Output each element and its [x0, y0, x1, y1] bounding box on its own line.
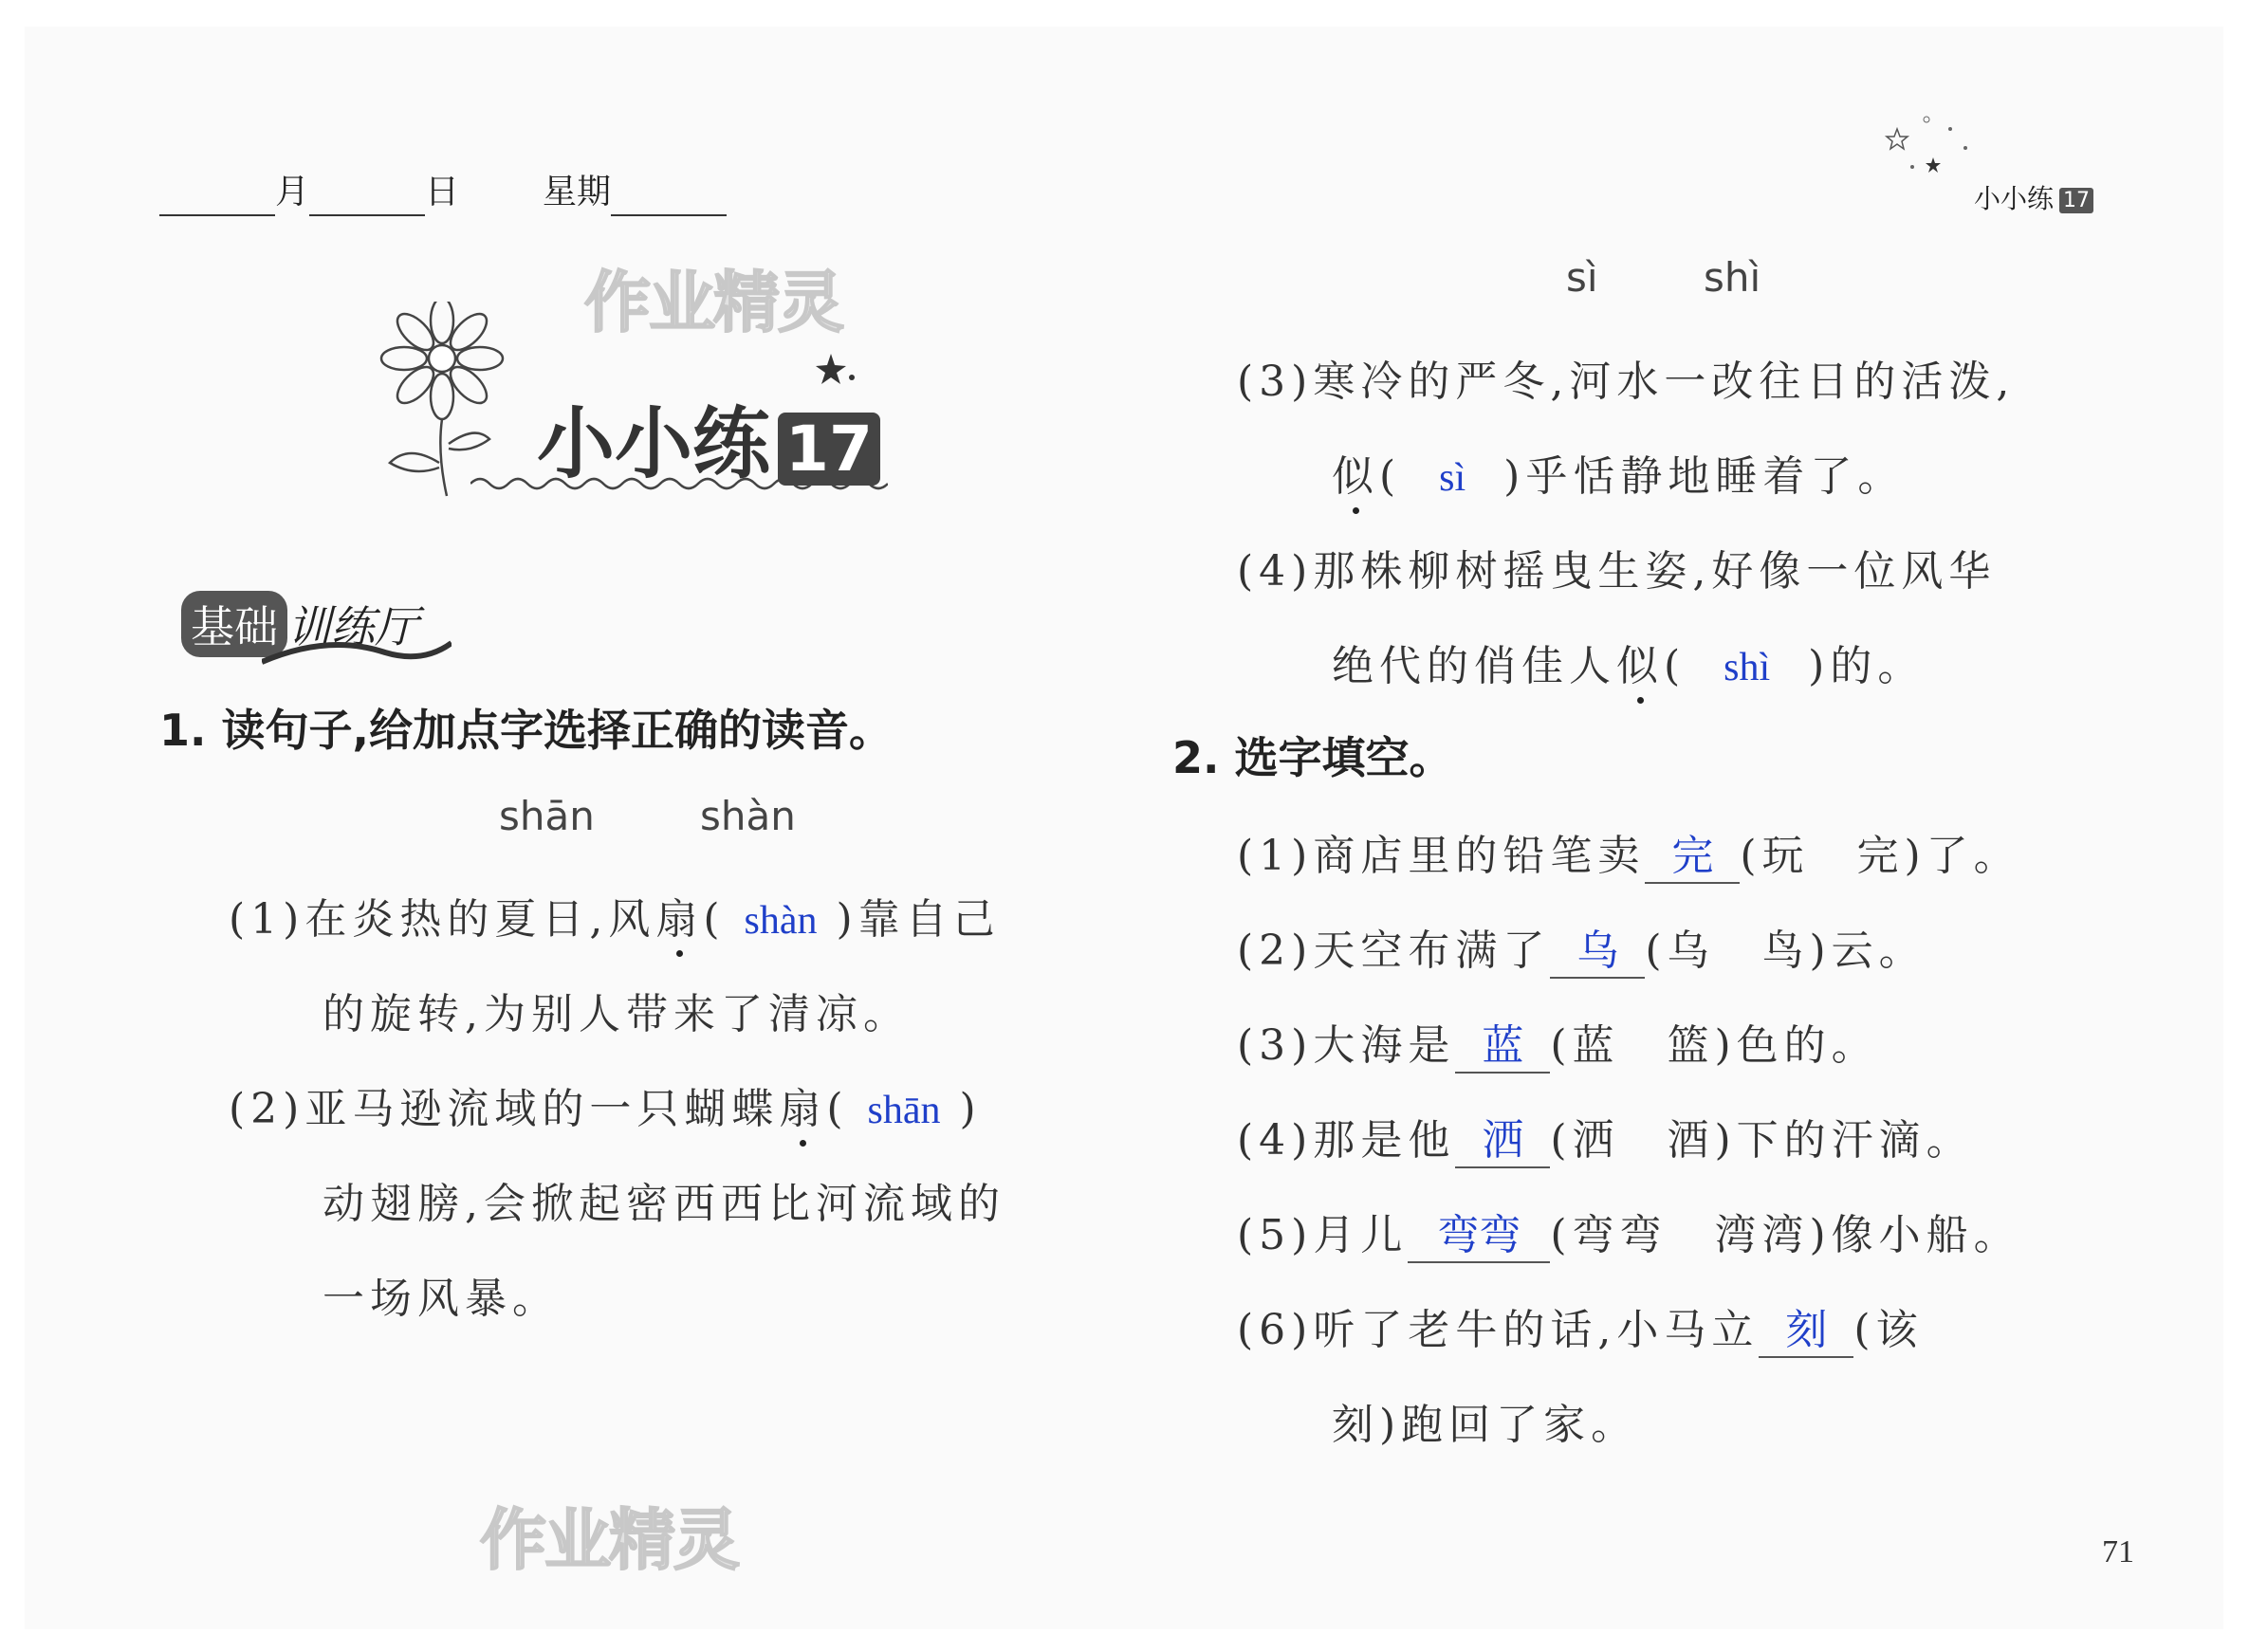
q1-item2-answer[interactable]: shān: [867, 1089, 941, 1132]
corner-label: 小小练 17: [1974, 178, 2093, 216]
month-blank[interactable]: [159, 176, 275, 216]
q2-item5-answer[interactable]: 弯弯: [1408, 1201, 1550, 1263]
day-label: 日: [425, 173, 460, 211]
swoosh-icon: [262, 633, 452, 671]
q1-item1-line2: 的旋转,为别人带来了清凉。: [323, 990, 911, 1038]
week-label: 星期: [543, 173, 612, 211]
q2-item2: (2)天空布满了 乌 (乌 鸟)云。: [1237, 916, 1926, 979]
q1-pinyin-a: shān: [499, 793, 595, 839]
q1-item1-answer[interactable]: shàn: [744, 899, 818, 943]
title: 小小练 17: [537, 382, 880, 493]
q2-item3: (3)大海是 蓝 (蓝 篮)色的。: [1237, 1011, 1879, 1074]
q2-item6: (6)听了老牛的话,小马立 刻 (该: [1237, 1295, 1924, 1358]
section-badge: 基础 训练厅: [181, 591, 418, 657]
q1b-item4-line2: 绝代的俏佳人似( shì )的。: [1332, 632, 1925, 692]
q2-item5: (5)月儿 弯弯 (弯弯 湾湾)像小船。: [1237, 1201, 2021, 1263]
q1b-item3-answer[interactable]: sì: [1439, 456, 1466, 500]
watermark-bottom: 作业精灵: [480, 1501, 738, 1579]
date-header: [159, 169, 727, 216]
workbook-page: [25, 27, 2223, 1629]
q1-item2-line2: 动翅膀,会掀起密西西比河流域的: [323, 1180, 1005, 1228]
q1-item2-line3: 一场风暴。: [323, 1275, 560, 1323]
q2-item1-answer[interactable]: 完: [1645, 821, 1740, 884]
q2-item3-answer[interactable]: 蓝: [1455, 1011, 1550, 1074]
q1b-item3-line1: (3)寒冷的严冬,河水一改往日的活泼,: [1237, 358, 2016, 406]
q2-item4: (4)那是他 洒 (洒 酒)下的汗滴。: [1237, 1106, 1974, 1168]
q1b-pinyin-b: shì: [1704, 254, 1761, 301]
q1-item2-line1: (2)亚马逊流域的一只蝴蝶扇( shān ): [229, 1074, 982, 1135]
week-blank[interactable]: [611, 176, 727, 216]
q1b-item3-line2: 似( sì )乎恬静地睡着了。: [1332, 442, 1905, 503]
q2-heading: 2. 选字填空。: [1172, 732, 1453, 783]
stars-icon: [1884, 110, 1979, 176]
month-label: 月: [275, 173, 310, 211]
q2-item2-answer[interactable]: 乌: [1550, 916, 1645, 979]
flower-icon: [371, 302, 532, 501]
watermark-top: 作业精灵: [584, 264, 842, 341]
q2-item6-answer[interactable]: 刻: [1759, 1295, 1853, 1358]
q1-pinyin-b: shàn: [700, 793, 796, 839]
q2-item4-answer[interactable]: 洒: [1455, 1106, 1550, 1168]
q2-item1: (1)商店里的铅笔卖 完 (玩 完)了。: [1237, 821, 2021, 884]
wave-divider: [470, 472, 888, 495]
q1b-item4-answer[interactable]: shì: [1724, 646, 1771, 689]
sparkle-icon: [812, 349, 859, 396]
q1b-pinyin-a: sì: [1566, 254, 1598, 301]
page-number: 71: [2102, 1534, 2134, 1569]
day-blank[interactable]: [309, 176, 425, 216]
q2-item6-line2: 刻)跑回了家。: [1332, 1401, 1639, 1449]
q1-item1-line1: (1)在炎热的夏日,风扇( shàn )靠自己: [229, 885, 1001, 945]
q1-heading: 1. 读句子,给加点字选择正确的读音。: [159, 705, 893, 756]
q1b-item4-line1: (4)那株柳树摇曳生姿,好像一位风华: [1237, 547, 1997, 596]
